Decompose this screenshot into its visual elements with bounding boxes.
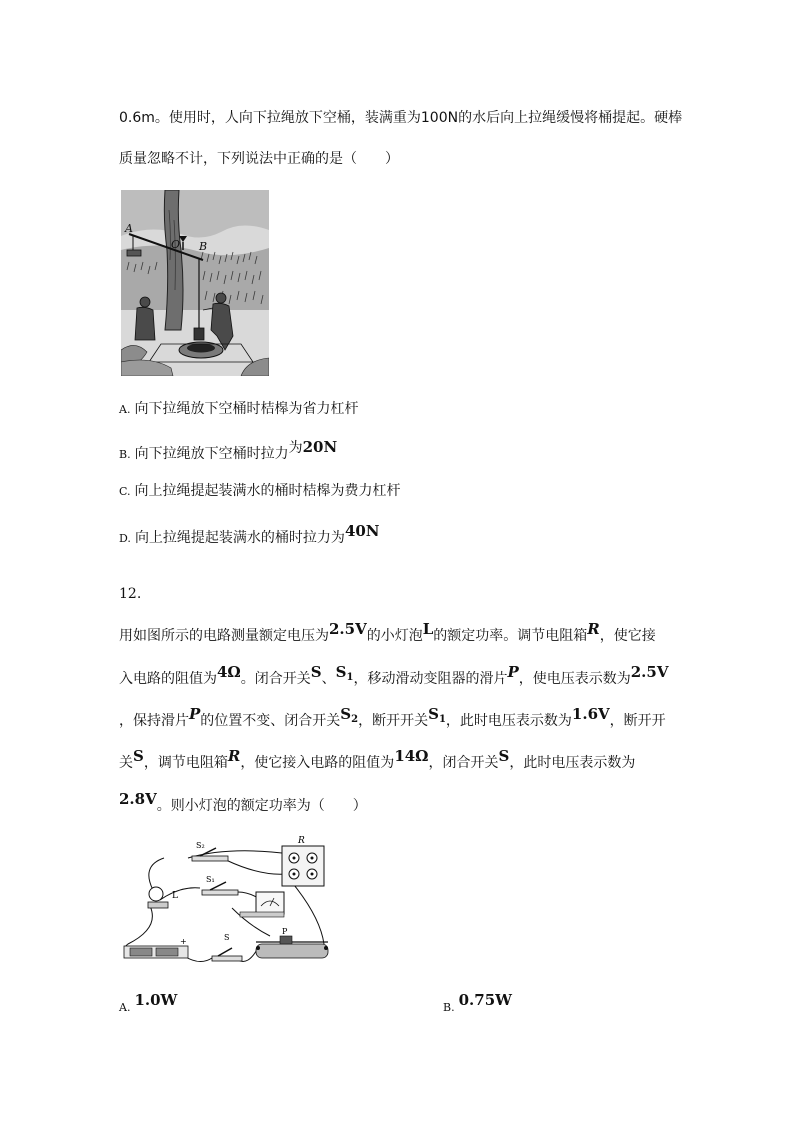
option-letter: C. (119, 485, 131, 498)
well-sweep-illustration (121, 190, 269, 376)
option-letter: B. (119, 448, 131, 461)
point-o-label: O (171, 238, 181, 251)
option-letter: A. (119, 403, 131, 416)
q12-line3: ，保持滑片P的位置不变、闭合开关$S_2$，断开开关$S_1$，此时电压表示数为1.6V，断开开 (119, 705, 666, 729)
option-text: 向上拉绳提起装满水的桶时拉力为 (134, 530, 345, 546)
q12-line4: 关S，调节电阻箱R，使它接入电路的阻值为14Ω，闭合开关S，此时电压表示数为 (119, 747, 636, 771)
circuit-diagram (120, 836, 336, 978)
voltmeter (256, 892, 284, 914)
resistance-box (282, 846, 324, 886)
q12-line5: 2.8V。则小灯泡的额定功率为（ ） (119, 790, 367, 814)
q11-option-d[interactable] (119, 522, 380, 549)
q11-option-c[interactable] (119, 481, 401, 502)
q11-stem-line1: 0.6m。使用时，人向下拉绳放下空桶，装满重为100N的水后向上拉绳缓慢将桶提起。硬棒 (119, 110, 683, 126)
option-text: 向下拉绳放下空桶时桔槔为省力杠杆 (134, 401, 359, 417)
svg-text:L: L (172, 891, 178, 901)
q12-line2: 入电路的阻值为4Ω。闭合开关S、$S_1$，移动滑动变阻器的滑片P，使电压表示数为2.5V (119, 663, 669, 687)
q11-option-a[interactable] (119, 399, 358, 420)
option-tail: 为 (288, 440, 303, 456)
option-text: 向上拉绳提起装满水的桶时桔槔为费力杠杆 (134, 483, 401, 499)
option-value: 20N (302, 438, 338, 456)
svg-text:+: + (180, 937, 187, 946)
rheostat (256, 944, 328, 958)
svg-text:S: S (224, 933, 230, 942)
q12-option-b[interactable] (443, 991, 512, 1018)
option-letter: A. (119, 1001, 131, 1014)
option-value: 0.75W (458, 991, 512, 1009)
option-value: 1.0W (134, 991, 178, 1009)
option-value: 40N (344, 522, 380, 540)
point-b-label: B (199, 240, 208, 253)
svg-text:R: R (298, 836, 305, 846)
svg-text:S₁: S₁ (206, 875, 215, 884)
q11-stem-line2: 质量忽略不计，下列说法中正确的是（ ） (119, 151, 399, 167)
svg-text:P: P (282, 927, 288, 936)
option-letter: D. (119, 532, 131, 545)
option-letter: B. (443, 1001, 455, 1014)
point-a-label: A (125, 222, 133, 235)
svg-text:S₂: S₂ (196, 841, 205, 850)
q12-number: 12. (119, 586, 142, 602)
option-text: 向下拉绳放下空桶时拉力 (134, 446, 289, 462)
q11-option-b[interactable] (119, 438, 338, 465)
q12-option-a[interactable] (119, 991, 178, 1018)
q12-line1: 用如图所示的电路测量额定电压为2.5V的小灯泡L的额定功率。调节电阻箱R，使它接 (119, 620, 656, 644)
